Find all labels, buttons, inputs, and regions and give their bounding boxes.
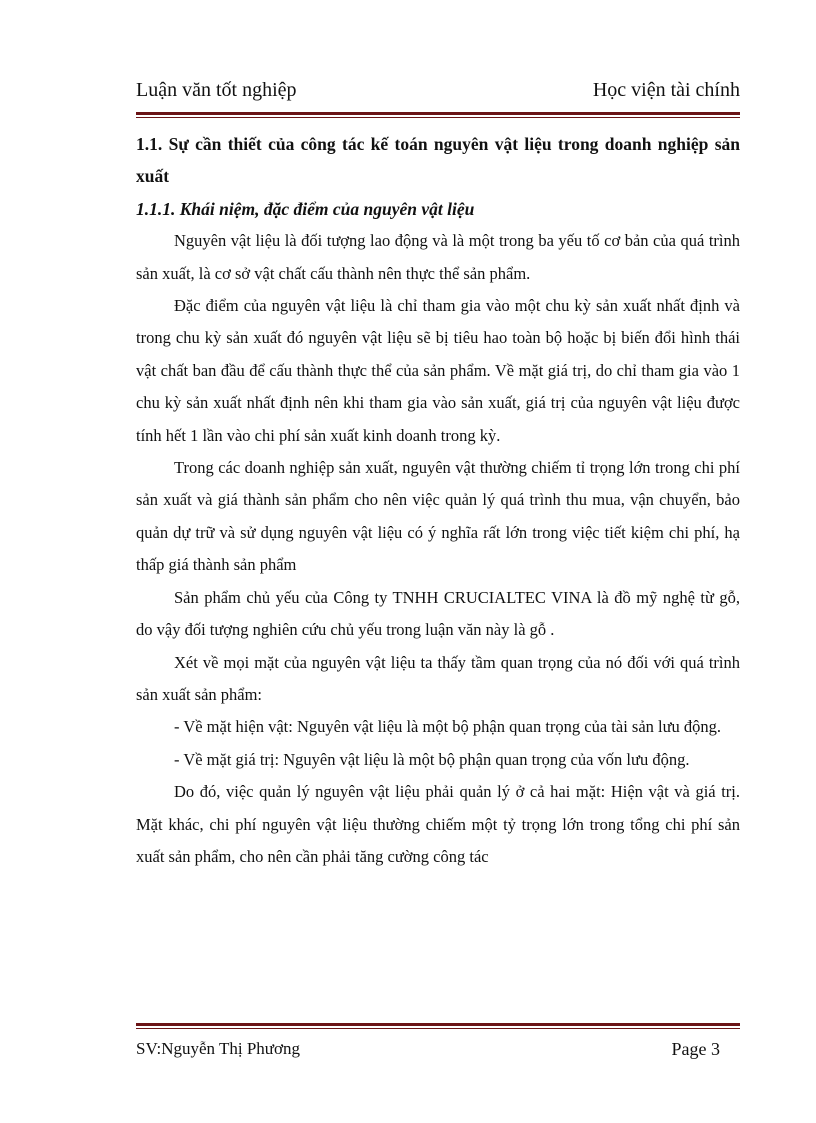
header-rule [136,112,740,118]
paragraph: Đặc điểm của nguyên vật liệu là chỉ tham gia vào một chu kỳ sản xuất nhất định và trong chu kỳ sản xuất đó nguyên vật liệu sẽ bị tiêu hao toàn bộ hoặc bị biến đổi hình thái vật chất ban đầu để cấu thành thực thể của sản phẩm. Về mặt giá trị, do chỉ tham gia vào 1 chu kỳ sản xuất nhất định nên khi tham gia vào sản xuất, giá trị của nguyên vật liệu được tính hết 1 lần vào chi phí sản xuất kinh doanh trong kỳ. [136,296,740,445]
list-item: - Về mặt hiện vật: Nguyên vật liệu là một bộ phận quan trọng của tài sản lưu động. [174,717,722,737]
header-thesis-title: Luận văn tốt nghiệp [136,79,297,101]
header-institution: Học viện tài chính [592,79,740,101]
paragraph: Do đó, việc quản lý nguyên vật liệu phải quản lý ở cả hai mặt: Hiện vật và giá trị. Mặt khác, chi phí nguyên vật liệu thường chiếm một tỷ trọng lớn trong tổng chi phí sản xuất sản phẩm, cho nên cần phải tăng cường công tác [136,782,740,866]
paragraph: Sản phẩm chủ yếu của Công ty TNHH CRUCIALTEC VINA là đồ mỹ nghệ từ gỗ, do vậy đối tượng nghiên cứu chủ yếu trong luận văn này là gỗ . [136,587,740,640]
paragraph: Nguyên vật liệu là đối tượng lao động và là một trong ba yếu tố cơ bản của quá trình sản xuất, là cơ sở vật chất cấu thành nên thực thể sản phẩm. [136,231,740,283]
page-footer [136,1036,720,1062]
footer-rule [136,1023,740,1029]
document-body [136,128,740,873]
list-item: - Về mặt giá trị: Nguyên vật liệu là một bộ phận quan trọng của vốn lưu động. [174,749,690,769]
section-heading: 1.1. Sự cần thiết của công tác kế toán nguyên vật liệu trong doanh nghiệp sản xuất [136,134,740,187]
page-number: Page 3 [671,1039,720,1059]
paragraph: Xét về mọi mặt của nguyên vật liệu ta thấy tầm quan trọng của nó đối với quá trình sản xuất sản phẩm: [136,652,740,704]
page-header [136,76,740,104]
paragraph: Trong các doanh nghiệp sản xuất, nguyên vật thường chiếm tỉ trọng lớn trong chi phí sản xuất và giá thành sản phẩm cho nên việc quản lý quá trình thu mua, vận chuyển, bảo quản dự trữ và sử dụng nguyên vật liệu có ý nghĩa rất lớn trong việc tiết kiệm chi phí, hạ thấp giá thành sản phẩm [136,458,740,575]
footer-author: SV:Nguyễn Thị Phương [136,1039,300,1058]
subsection-heading: 1.1.1. Khái niệm, đặc điểm của nguyên vật liệu [136,198,475,219]
